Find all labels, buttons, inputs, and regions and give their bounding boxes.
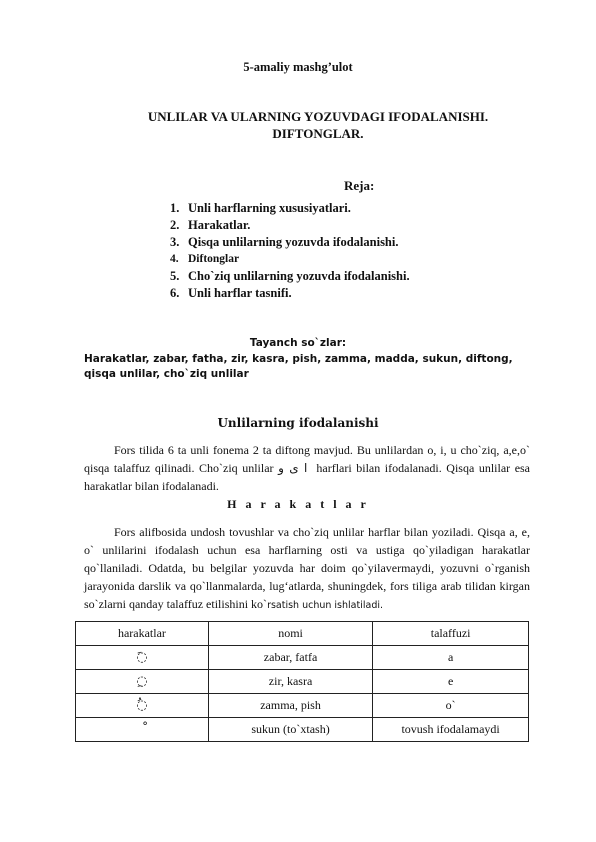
table-header: harakatlar	[76, 622, 209, 646]
arabic-letters: ا ی و	[278, 461, 308, 475]
table-cell: zir, kasra	[208, 670, 372, 694]
table-header: talaffuzi	[373, 622, 529, 646]
page-title: 5-amaliy mashg’ulot	[243, 60, 353, 74]
plan-heading: Reja:	[344, 178, 375, 193]
plan-item: 1. Unli harflarning xususiyatlari.	[170, 201, 351, 215]
table-row	[76, 646, 529, 670]
table-cell	[76, 718, 209, 742]
plan-item: 4. Diftonglar	[170, 253, 240, 265]
keywords-text: Harakatlar, zabar, fatha, zir, kasra, pish, zamma, madda, sukun, diftong, qisqa unlilar, cho`ziq unlilar	[84, 353, 513, 380]
section-title: Unlilarning ifodalanishi	[217, 416, 379, 430]
main-title	[90, 108, 546, 142]
table-header: nomi	[208, 622, 372, 646]
plan-item: 6. Unli harflar tasnifi.	[170, 286, 292, 300]
plan-item: 2. Harakatlar.	[170, 218, 251, 232]
table-cell: a	[373, 646, 529, 670]
harakatlar-heading: H a r a k a t l a r	[227, 497, 369, 511]
plan-item: 5. Cho`ziq unlilarning yozuvda ifodalanishi.	[170, 269, 410, 283]
keywords-heading: Tayanch so`zlar:	[249, 337, 347, 349]
main-title-line1: UNLILAR VA ULARNING YOZUVDAGI IFODALANISHI.	[147, 109, 489, 124]
table-cell: zamma, pish	[208, 694, 372, 718]
table-row	[76, 718, 529, 742]
table-cell: ◌َ	[76, 646, 209, 670]
table-cell: ◌ُ	[76, 694, 209, 718]
table-cell: e	[373, 670, 529, 694]
paragraph-harakatlar: Fors alifbosida undosh tovushlar va cho`ziq unlilar harflar bilan yoziladi. Qisqa a, e, o` unlilarini ifodalash uchun esa harflarning osti va ustiga qo`yiladigan harakatlar qo`llaniladi. Odatda, bu belgilar yozuvda har doim qo`yilavermaydi, yozuvni o`rganish jarayonida darslik va qo`llanmalarda, lug‘atlarda, shuningdek, fors tiliga arab tilidan kirgan so`zlarni qanday talaffuz etilishini ko`rsatish uchun ishlatiladi.	[84, 525, 530, 611]
table-cell: zabar, fatfa	[208, 646, 372, 670]
table-cell: sukun (to`xtash)	[208, 718, 372, 742]
paragraph-vowels: Fors tilida 6 ta unli fonema 2 ta diftong mavjud. Bu unlilardan o, i, u cho`ziq, a,e,o` qisqa talaffuz qilinadi. Cho`ziq unlilar ا ی و harflari bilan ifodalanadi. Qisqa unlilar esa harakatlar bilan ifodalanadi.	[84, 443, 531, 493]
plan-list	[170, 200, 410, 302]
table-row	[76, 694, 529, 718]
table-row	[76, 670, 529, 694]
main-title-line2: DIFTONGLAR.	[272, 126, 364, 141]
table-cell: o`	[373, 694, 529, 718]
harakatlar-table	[75, 621, 529, 742]
plan-item: 3. Qisqa unlilarning yozuvda ifodalanishi.	[170, 235, 399, 249]
table-cell: ◌ِ	[76, 670, 209, 694]
table-header-row	[76, 622, 529, 646]
table-cell: tovush ifodalamaydi	[373, 718, 529, 742]
